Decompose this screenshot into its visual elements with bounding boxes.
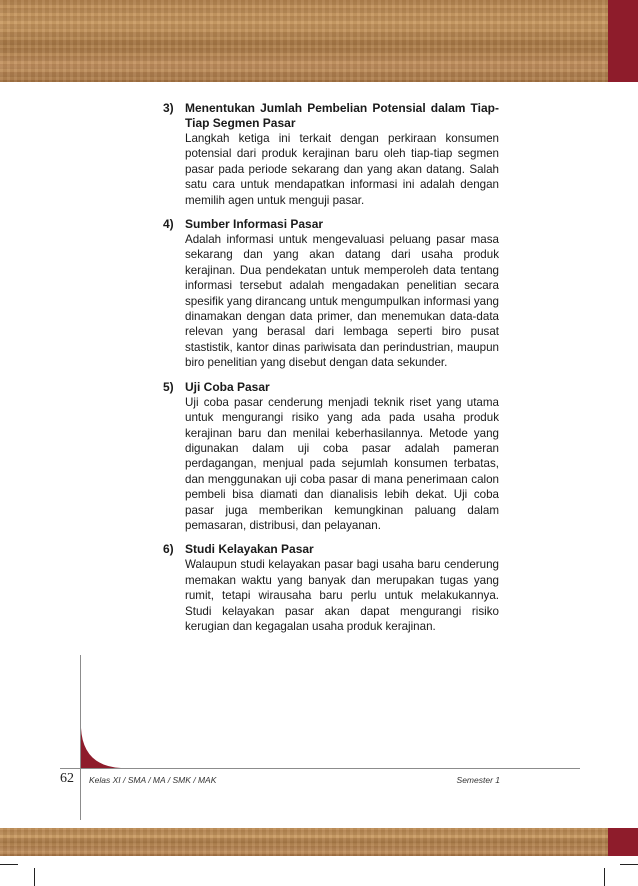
item-number: 6) [163,542,174,557]
list-item [163,217,499,371]
list-item [163,542,499,634]
wood-footer-band [0,828,638,856]
item-number: 4) [163,217,174,232]
footer-class-label: Kelas XI / SMA / MA / SMK / MAK [89,775,217,785]
crop-mark [620,864,638,865]
red-corner-tab-bottom [608,828,638,856]
item-number: 3) [163,101,174,115]
main-content [163,101,499,643]
crop-mark [34,868,35,886]
crop-mark [604,868,605,886]
item-number: 5) [163,379,174,394]
page-number: 62 [60,771,74,786]
red-corner-tab [608,0,638,82]
footer-horizontal-rule [60,768,580,769]
item-text: Langkah ketiga ini terkait dengan perkiraan konsumen potensial dari produk kerajinan baru oleh tiap-tiap segmen pasar pada periode sekarang dan yang akan datang. Salah satu cara untuk mendapatkan informasi ini adalah dengan memilih agen untuk menguji pasar. [185,132,499,207]
item-text: Adalah informasi untuk mengevaluasi peluang pasar masa sekarang dan yang akan datang dari usaha produk kerajinan. Dua pendekatan untuk memperoleh data tentang informasi tersebut adalah mengadakan penelitian secara spesifik yang dirancang untuk mengumpulkan informasi yang dinamakan dengan data primer, dan menemukan data-data relevan yang berasal dari lembaga seperti biro pusat stastistik, kantor dinas pariwisata dan perindustrian, maupun biro penelitian yang disebut dengan data sekunder. [185,233,499,370]
red-curve-ornament [81,728,121,768]
item-heading: Studi Kelayakan Pasar [185,542,314,557]
item-heading: Sumber Informasi Pasar [185,217,324,232]
crop-mark [0,864,18,865]
item-heading: Menentukan Jumlah Pembelian Potensial dalam Tiap-Tiap Segmen Pasar [185,101,499,130]
list-item [163,380,499,534]
item-heading: Uji Coba Pasar [185,379,270,394]
footer-semester-label: Semester 1 [456,775,500,785]
wood-header-band [0,0,638,82]
list-item [163,101,499,208]
item-text: Walaupun studi kelayakan pasar bagi usaha baru cenderung memakan waktu yang banyak dan merupakan tugas yang rumit, tetapi wirausaha baru perlu untuk melakukannya. Studi kelayakan pasar akan dapat mengurangi risiko kerugian dan kegagalan usaha produk kerajinan. [185,558,499,633]
item-text: Uji coba pasar cenderung menjadi teknik riset yang utama untuk mengurangi risiko yang ada pada usaha produk kerajinan baru dan menilai keberhasilannya. Metode yang digunakan dalam uji coba pasar adalah pameran perdagangan, menjual pada sejumlah konsumen terbatas, dan menggunakan uji coba pasar di mana penerimaan calon pembeli bisa diamati dan dianalisis lebih dekat. Uji coba pasar juga memberikan kemungkinan paluang dalam pemasaran, distribusi, dan pelayanan. [185,395,499,532]
